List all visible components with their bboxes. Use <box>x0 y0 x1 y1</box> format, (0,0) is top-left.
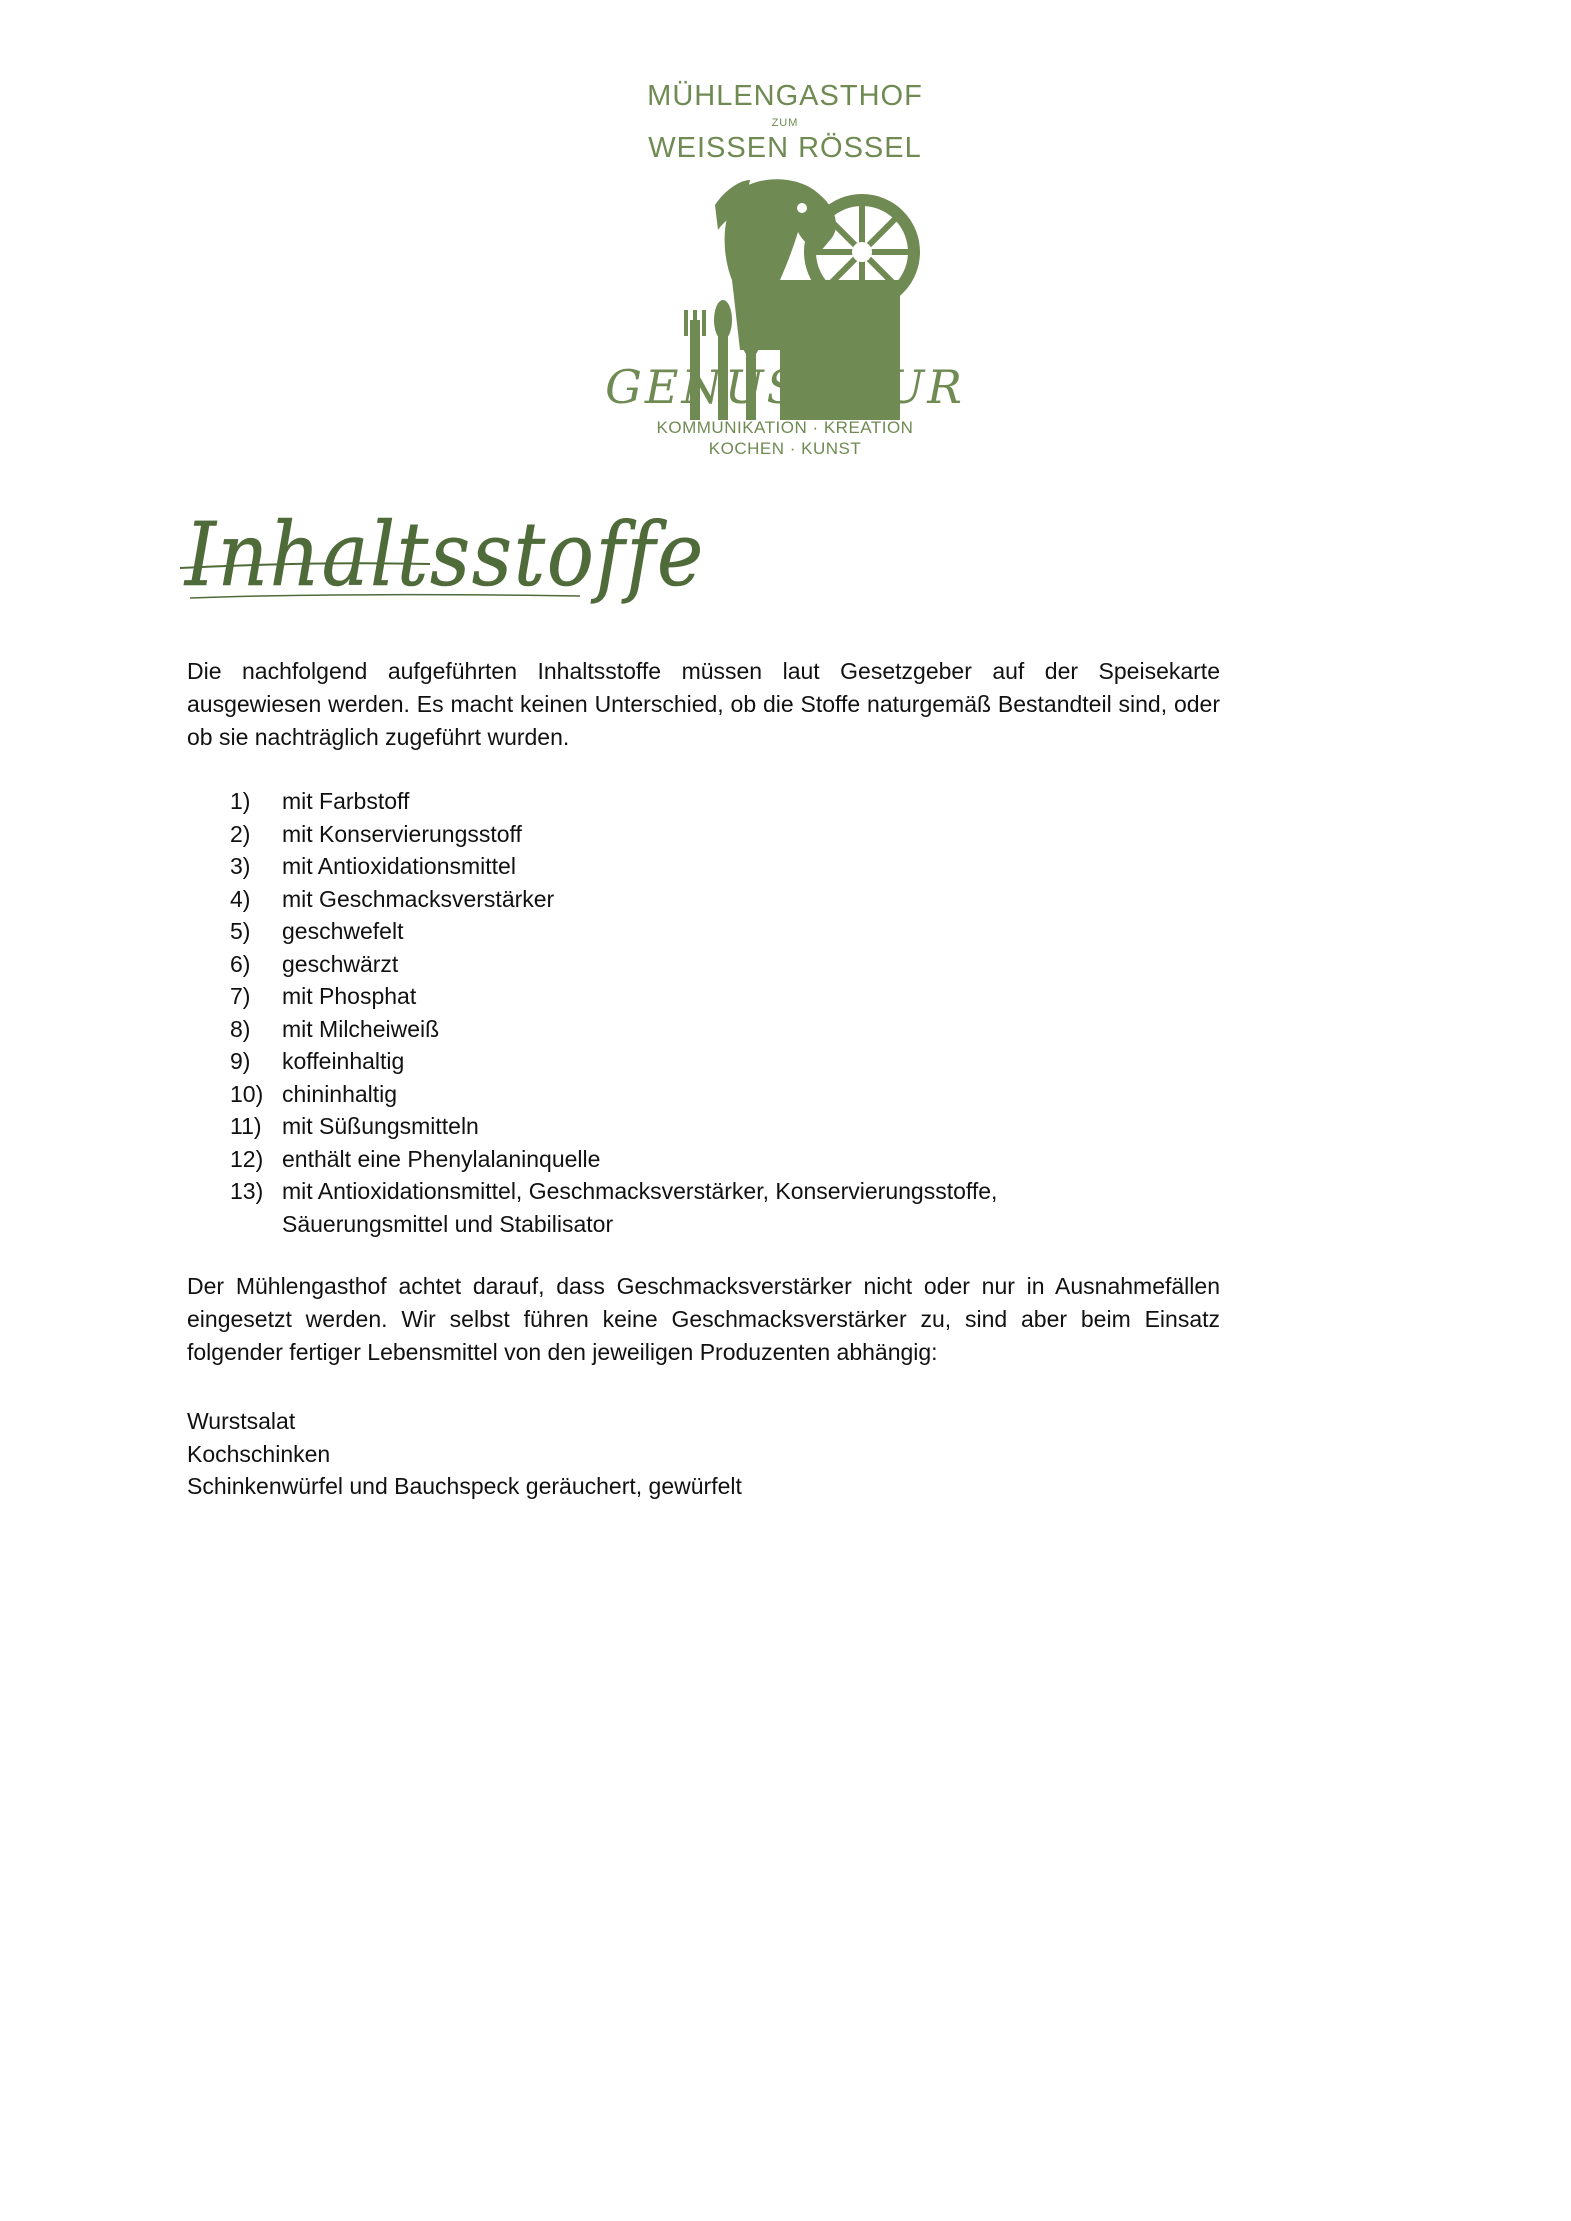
item-text: koffeinhaltig <box>282 1048 405 1074</box>
item-number: 11) <box>230 1113 262 1139</box>
list-item <box>230 1013 1130 1046</box>
item-text: geschwärzt <box>282 950 399 977</box>
list-item <box>230 850 1130 883</box>
item-number: 9) <box>230 1048 251 1074</box>
item-number: 2) <box>230 820 251 847</box>
item-text: mit Phosphat <box>282 983 417 1009</box>
product-item: Schinkenwürfel und Bauchspeck geräuchert, gewürfelt <box>187 1473 742 1499</box>
item-text: mit Antioxidationsmittel, Geschmacksverstärker, Konservierungsstoffe, Säuerungsmittel und Stabilisator <box>282 1178 998 1237</box>
item-number: 6) <box>230 950 251 977</box>
page-title-text: Inhaltsstoffe <box>183 503 705 606</box>
list-item <box>230 1078 1130 1111</box>
logo-subline-2: KOCHEN · KUNST <box>708 439 862 458</box>
allergen-list <box>230 785 1130 1240</box>
item-text: enthält eine Phenylalaninquelle <box>282 1145 601 1172</box>
list-item <box>230 785 1130 818</box>
page-title <box>180 490 720 650</box>
item-text: mit Süßungsmitteln <box>282 1113 479 1139</box>
item-number: 8) <box>230 1015 251 1042</box>
item-text: mit Antioxidationsmittel <box>282 853 516 879</box>
list-item <box>230 1143 1130 1176</box>
item-text: mit Geschmacksverstärker <box>282 885 555 912</box>
logo-slogan: GENUSS PUR <box>605 360 965 414</box>
product-list <box>187 1405 742 1503</box>
item-number: 4) <box>230 885 251 912</box>
product-item: Kochschinken <box>187 1440 331 1467</box>
list-item <box>230 948 1130 981</box>
item-text: mit Milcheiweiß <box>282 1015 440 1042</box>
logo-line-3: WEISSEN RÖSSEL <box>648 132 922 164</box>
logo-line-1: MÜHLENGASTHOF <box>647 80 923 112</box>
list-item <box>230 818 1130 851</box>
logo-subline-1: KOMMUNIKATION · KREATION <box>656 418 914 437</box>
item-number: 10) <box>230 1080 264 1107</box>
list-item <box>230 1045 1130 1078</box>
item-number: 5) <box>230 918 251 944</box>
item-number: 12) <box>230 1145 264 1172</box>
list-item <box>230 1175 1130 1240</box>
item-number: 3) <box>230 853 251 879</box>
item-text: mit Konservierungsstoff <box>282 820 522 847</box>
item-number: 13) <box>230 1178 264 1204</box>
list-item <box>230 883 1130 916</box>
item-number: 7) <box>230 983 251 1009</box>
product-item: Wurstsalat <box>187 1408 296 1434</box>
list-item <box>230 915 1130 948</box>
item-text: geschwefelt <box>282 918 404 944</box>
list-item <box>230 1110 1130 1143</box>
item-text: mit Farbstoff <box>282 788 410 814</box>
item-number: 1) <box>230 788 251 814</box>
intro-paragraph: Die nachfolgend aufgeführten Inhaltsstoffe müssen laut Gesetzgeber auf der Speisekarte ausgewiesen werden. Es macht keinen Unterschied, ob die Stoffe naturgemäß Bestandteil sind, oder ob sie nachträglich zugeführt wurden. <box>187 658 1220 750</box>
flavor-enhancer-note: Der Mühlengasthof achtet darauf, dass Geschmacksverstärker nicht oder nur in Ausnahmefällen eingesetzt werden. Wir selbst führen keine Geschmacksverstärker zu, sind aber beim Einsatz folgender fertiger Lebensmittel von den jeweiligen Produzenten abhängig: <box>187 1273 1220 1365</box>
list-item <box>230 980 1130 1013</box>
item-text: chininhaltig <box>282 1080 398 1107</box>
logo-line-2: ZUM <box>771 117 799 129</box>
